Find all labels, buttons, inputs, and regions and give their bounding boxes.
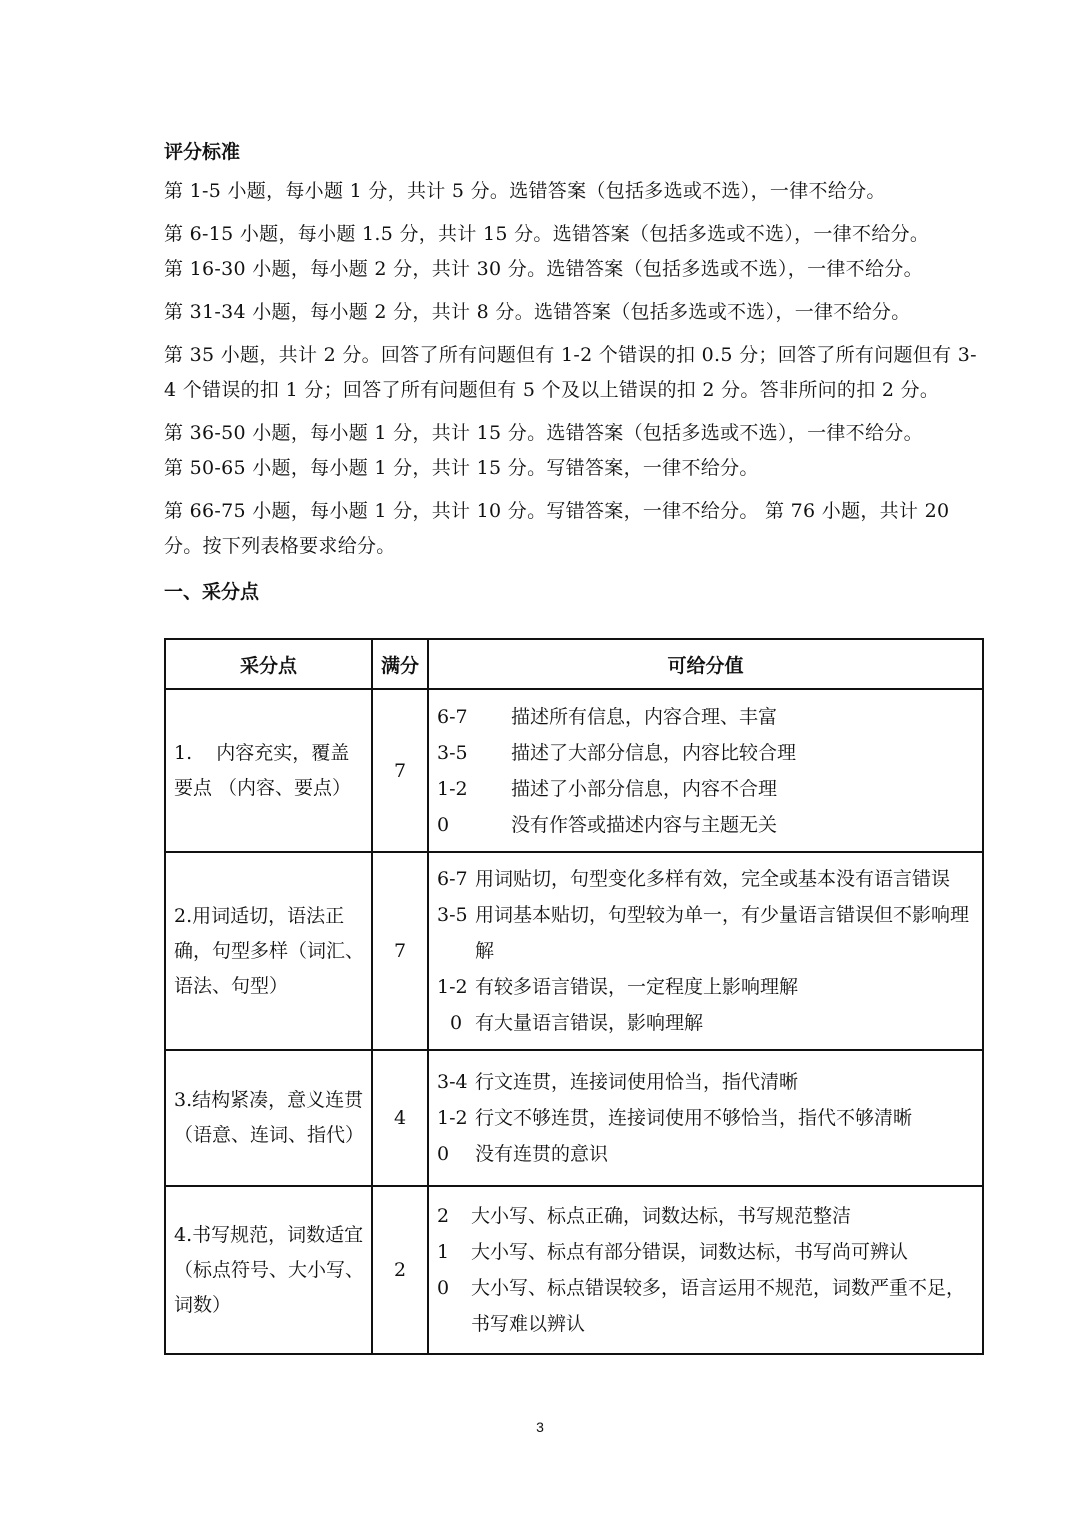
level-item	[437, 1136, 976, 1172]
levels-cell	[428, 1050, 983, 1186]
level-range: 1-2	[437, 777, 468, 800]
rule-5: 第 35 小题，共计 2 分。回答了所有问题但有 1-2 个错误的扣 0.5 分；回答了所有问题但有 3-4 个错误的扣 1 分；回答了所有问题但有 5 个及以上错误的扣 2 分。答非所问的扣 2 分。	[164, 344, 977, 401]
criterion-cell: 4.书写规范，词数适宜（标点符号、大小写、词数）	[165, 1186, 372, 1354]
level-range: 1-2	[437, 1107, 468, 1129]
level-desc: 描述了小部分信息，内容不合理	[511, 777, 778, 800]
max-score-cell: 4	[372, 1050, 428, 1186]
max-score-cell: 2	[372, 1186, 428, 1354]
level-item	[437, 807, 976, 843]
level-range: 0	[437, 1143, 450, 1165]
page-number: 3	[536, 1419, 544, 1435]
table-header-row	[165, 639, 983, 689]
level-range: 3-5	[437, 741, 468, 764]
level-desc: 有大量语言错误，影响理解	[475, 1012, 704, 1034]
level-range: 2	[437, 1205, 450, 1227]
level-range: 1	[437, 1241, 450, 1263]
level-item	[437, 1064, 976, 1100]
levels-cell	[428, 852, 983, 1050]
rule-8: 第 66-75 小题，每小题 1 分，共计 10 分。写错答案，一律不给分。 第 76 小题，共计 20 分。按下列表格要求给分。	[164, 500, 950, 557]
criterion-cell: 1. 内容充实，覆盖要点 （内容、要点）	[165, 689, 372, 852]
section-title: 一、采分点	[164, 581, 260, 603]
table-row	[165, 1050, 983, 1186]
rule-7: 第 50-65 小题，每小题 1 分，共计 15 分。写错答案，一律不给分。	[164, 457, 759, 479]
level-desc: 有较多语言错误，一定程度上影响理解	[475, 976, 799, 998]
table-row	[165, 852, 983, 1050]
rule-6: 第 36-50 小题，每小题 1 分，共计 15 分。选错答案（包括多选或不选），一律不给分。	[164, 422, 923, 444]
table-row	[165, 1186, 983, 1354]
criterion-cell: 3.结构紧凑，意义连贯（语意、连词、指代）	[165, 1050, 372, 1186]
level-desc: 没有连贯的意识	[475, 1143, 609, 1165]
level-range: 0	[449, 1012, 463, 1034]
level-item	[437, 771, 976, 807]
levels-cell	[428, 689, 983, 852]
level-desc: 大小写、标点有部分错误，词数达标，书写尚可辨认	[471, 1241, 909, 1263]
level-item	[437, 1270, 976, 1342]
level-item	[437, 1234, 976, 1270]
rule-4: 第 31-34 小题，每小题 2 分，共计 8 分。选错答案（包括多选或不选），一律不给分。	[164, 301, 911, 323]
level-range: 6-7	[437, 705, 468, 728]
level-range: 3-5	[437, 904, 468, 926]
max-score-cell: 7	[372, 689, 428, 852]
level-desc: 大小写、标点正确，词数达标，书写规范整洁	[471, 1205, 852, 1227]
grading-standards	[164, 138, 984, 606]
rule-2: 第 6-15 小题，每小题 1.5 分，共计 15 分。选错答案（包括多选或不选），一律不给分。	[164, 223, 930, 245]
page-heading: 评分标准	[164, 141, 241, 163]
level-range: 0	[437, 813, 450, 836]
level-item	[437, 1005, 976, 1041]
header-score: 满分	[372, 639, 428, 689]
header-levels: 可给分值	[428, 639, 983, 689]
level-range: 0	[437, 1277, 450, 1299]
level-item	[437, 861, 976, 897]
level-range: 6-7	[437, 868, 468, 890]
level-desc: 用词贴切，句型变化多样有效，完全或基本没有语言错误	[475, 868, 951, 890]
level-item	[437, 1198, 976, 1234]
level-item	[437, 699, 976, 735]
level-item	[437, 969, 976, 1005]
level-desc: 描述了大部分信息，内容比较合理	[511, 741, 797, 764]
level-desc: 没有作答或描述内容与主题无关	[511, 813, 778, 836]
header-point: 采分点	[165, 639, 372, 689]
scoring-table	[164, 638, 984, 1355]
level-desc: 行文不够连贯，连接词使用不够恰当，指代不够清晰	[475, 1107, 913, 1129]
level-item	[437, 897, 976, 969]
max-score-cell: 7	[372, 852, 428, 1050]
rule-3: 第 16-30 小题，每小题 2 分，共计 30 分。选错答案（包括多选或不选），一律不给分。	[164, 258, 923, 280]
level-desc: 用词基本贴切，句型较为单一，有少量语言错误但不影响理解	[475, 904, 970, 962]
level-item	[437, 735, 976, 771]
levels-cell	[428, 1186, 983, 1354]
criterion-cell: 2.用词适切，语法正确，句型多样（词汇、语法、句型）	[165, 852, 372, 1050]
level-desc: 行文连贯，连接词使用恰当，指代清晰	[475, 1071, 799, 1093]
rule-1: 第 1-5 小题，每小题 1 分，共计 5 分。选错答案（包括多选或不选），一律不给分。	[164, 180, 886, 202]
level-desc: 描述所有信息，内容合理、丰富	[511, 705, 778, 728]
level-item	[437, 1100, 976, 1136]
level-range: 3-4	[437, 1071, 468, 1093]
level-desc: 大小写、标点错误较多，语言运用不规范，词数严重不足，书写难以辨认	[471, 1277, 966, 1335]
table-row	[165, 689, 983, 852]
level-range: 1-2	[437, 976, 468, 998]
